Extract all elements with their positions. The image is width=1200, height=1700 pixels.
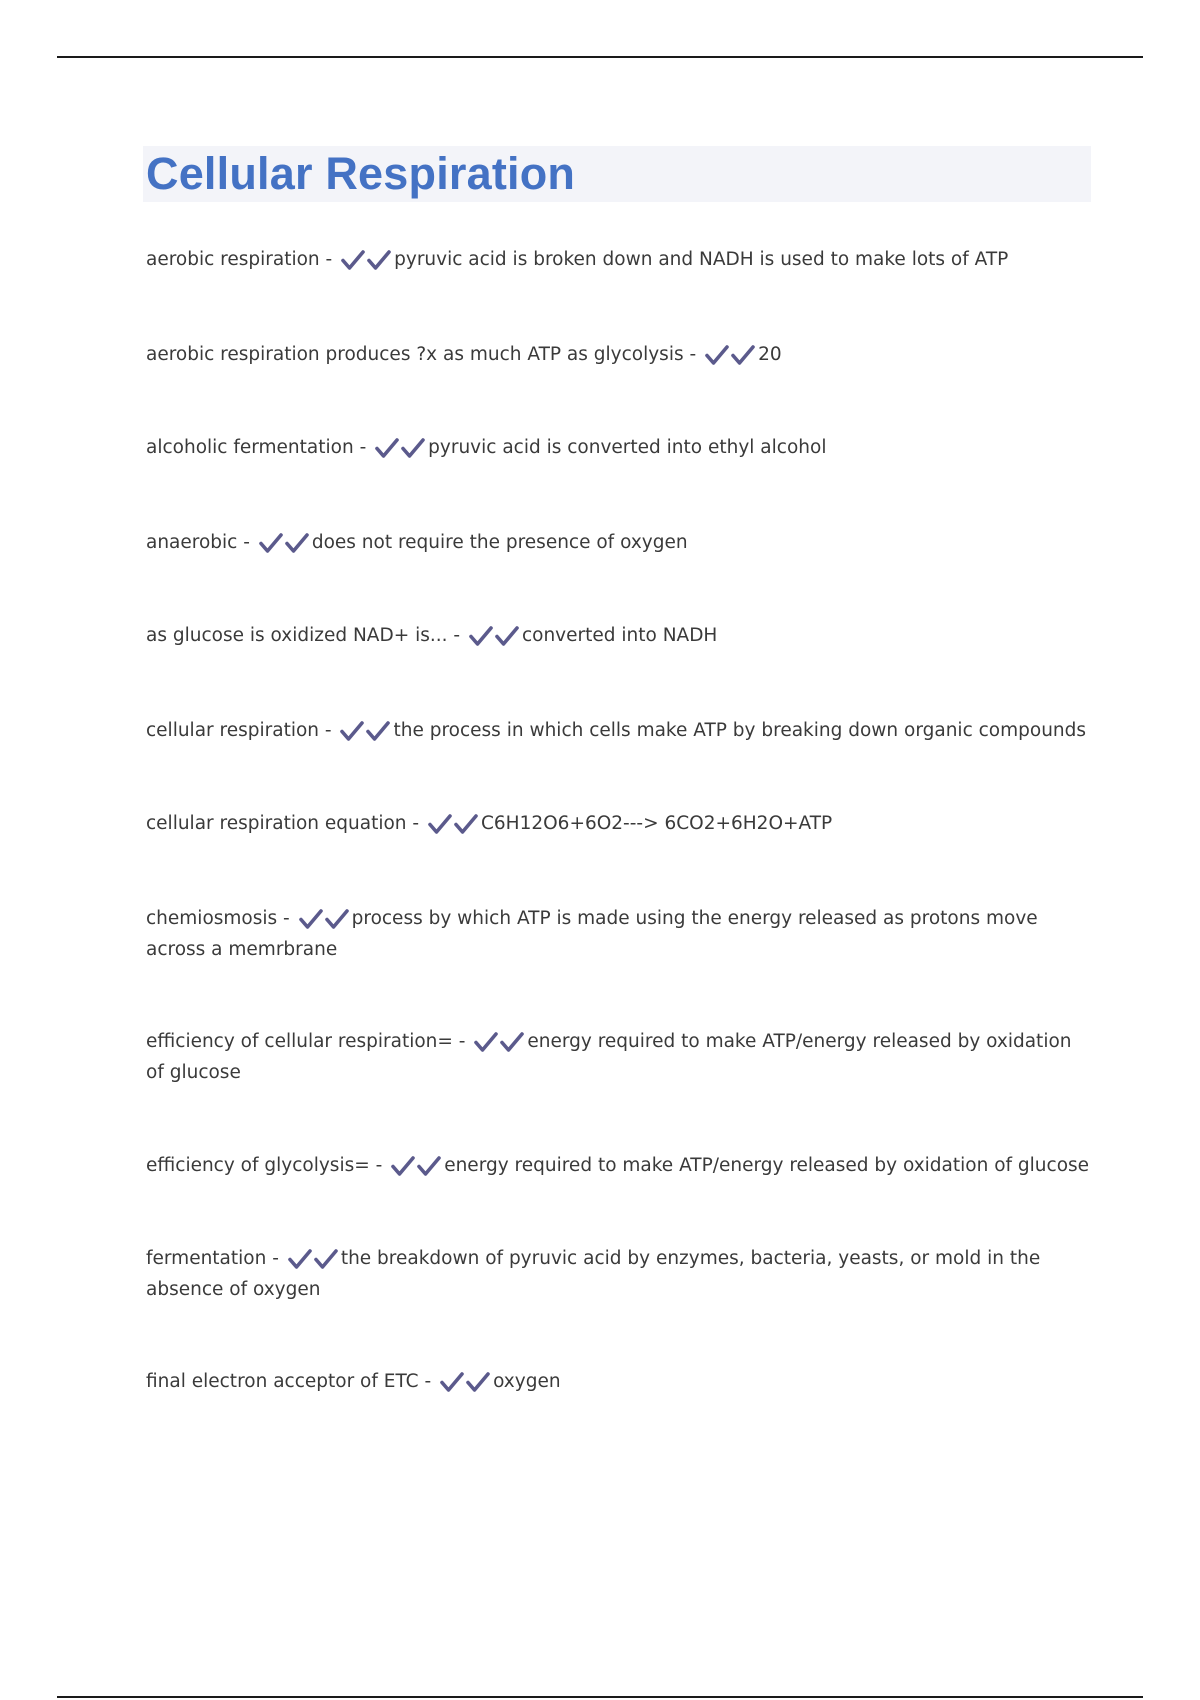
flashcard-entry — [146, 341, 1091, 372]
flashcard-entry — [146, 1152, 1091, 1183]
entry-separator: - — [689, 344, 697, 365]
entry-definition: pyruvic acid is broken down and NADH is used to make lots of ATP — [394, 249, 1009, 270]
check-icon — [298, 908, 324, 930]
entry-term: fermentation — [146, 1248, 267, 1269]
check-icon — [366, 249, 392, 271]
double-check-icon — [287, 1248, 339, 1276]
flashcard-entry — [146, 529, 1091, 560]
flashcard-entry — [146, 1368, 1091, 1399]
flashcard-entry — [146, 1028, 1091, 1087]
entry-term: efficiency of cellular respiration= — [146, 1031, 453, 1052]
entry-definition: process by which ATP is made using the energy released as protons move across a memrbrane — [146, 908, 1038, 960]
entry-definition: C6H12O6+6O2---> 6CO2+6H2O+ATP — [480, 813, 833, 834]
double-check-icon — [390, 1155, 442, 1183]
double-check-icon — [427, 813, 479, 841]
check-icon — [499, 1031, 525, 1053]
double-check-icon — [439, 1371, 491, 1399]
entry-separator: - — [272, 1248, 279, 1269]
flashcard-entry — [146, 434, 1091, 465]
check-icon — [324, 908, 350, 930]
flashcard-entry — [146, 717, 1091, 748]
entry-separator: - — [325, 249, 333, 270]
entry-term: anaerobic — [146, 532, 238, 553]
check-icon — [704, 344, 730, 366]
entry-term: aerobic respiration produces ?x as much ATP as glycolysis — [146, 344, 684, 365]
check-icon — [390, 1155, 416, 1177]
bottom-rule — [57, 1696, 1143, 1698]
check-icon — [287, 1248, 313, 1270]
entry-definition: the process in which cells make ATP by breaking down organic compounds — [393, 720, 1087, 741]
entry-definition: energy required to make ATP/energy released by oxidation of glucose — [146, 1031, 1072, 1083]
check-icon — [339, 720, 365, 742]
check-icon — [374, 437, 400, 459]
check-icon — [284, 532, 310, 554]
check-icon — [494, 625, 520, 647]
check-icon — [453, 813, 479, 835]
check-icon — [400, 437, 426, 459]
check-icon — [416, 1155, 442, 1177]
entry-separator: - — [359, 437, 367, 458]
entry-separator: - — [324, 720, 332, 741]
check-icon — [468, 625, 494, 647]
check-icon — [439, 1371, 465, 1393]
entry-definition: energy required to make ATP/energy released by oxidation of glucose — [444, 1155, 1090, 1176]
double-check-icon — [374, 437, 426, 465]
entry-separator: - — [424, 1371, 432, 1392]
check-icon — [340, 249, 366, 271]
page-title: Cellular Respiration — [146, 148, 576, 199]
top-rule — [57, 56, 1143, 58]
flashcard-entry — [146, 246, 1091, 277]
flashcard-entry — [146, 1245, 1091, 1304]
entry-term: efficiency of glycolysis= — [146, 1155, 370, 1176]
entry-term: alcoholic fermentation — [146, 437, 354, 458]
entry-definition: oxygen — [493, 1371, 561, 1392]
double-check-icon — [704, 344, 756, 372]
entry-separator: - — [458, 1031, 466, 1052]
double-check-icon — [468, 625, 520, 653]
flashcard-entry — [146, 905, 1091, 964]
entry-separator: - — [283, 908, 290, 929]
check-icon — [473, 1031, 499, 1053]
check-icon — [730, 344, 756, 366]
double-check-icon — [339, 720, 391, 748]
entry-separator: - — [453, 625, 461, 646]
entry-separator: - — [412, 813, 420, 834]
double-check-icon — [340, 249, 392, 277]
entry-definition: 20 — [758, 344, 782, 365]
entry-definition: pyruvic acid is converted into ethyl alcohol — [428, 437, 827, 458]
check-icon — [258, 532, 284, 554]
entry-separator: - — [375, 1155, 383, 1176]
entry-definition: converted into NADH — [521, 625, 718, 646]
entry-definition: the breakdown of pyruvic acid by enzymes, bacteria, yeasts, or mold in the absence of oxygen — [146, 1248, 1041, 1300]
double-check-icon — [258, 532, 310, 560]
check-icon — [427, 813, 453, 835]
double-check-icon — [298, 908, 350, 936]
entry-term: as glucose is oxidized NAD+ is... — [146, 625, 448, 646]
entry-term: chemiosmosis — [146, 908, 278, 929]
check-icon — [313, 1248, 339, 1270]
double-check-icon — [473, 1031, 525, 1059]
entry-definition: does not require the presence of oxygen — [311, 532, 688, 553]
entry-separator: - — [243, 532, 250, 553]
check-icon — [365, 720, 391, 742]
flashcard-entry — [146, 810, 1091, 841]
entry-term: final electron acceptor of ETC — [146, 1371, 419, 1392]
entry-term: cellular respiration equation — [146, 813, 407, 834]
flashcard-entry — [146, 622, 1091, 653]
entry-term: aerobic respiration — [146, 249, 320, 270]
entry-term: cellular respiration — [146, 720, 320, 741]
check-icon — [465, 1371, 491, 1393]
